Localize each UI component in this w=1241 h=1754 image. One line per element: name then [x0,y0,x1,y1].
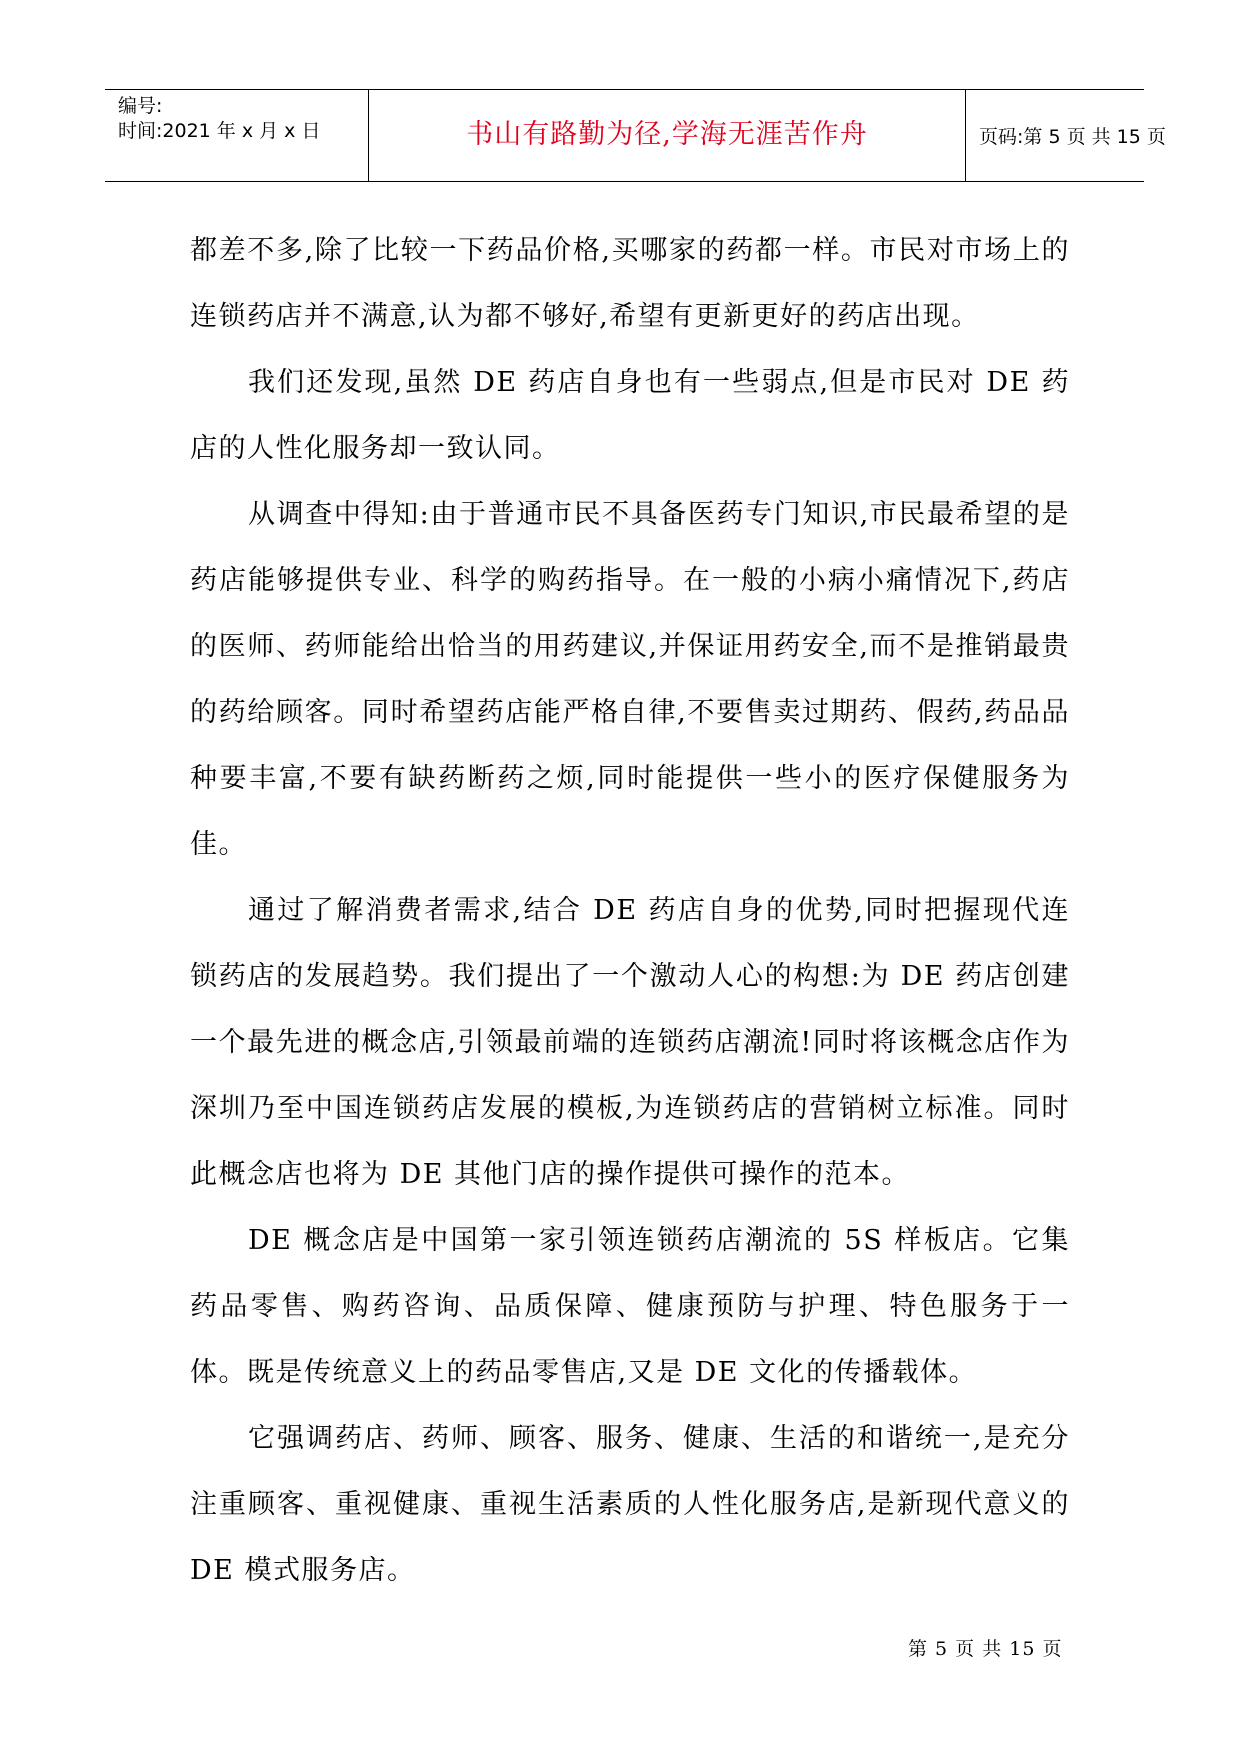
header-page-indicator: 页码:第 5 页 共 15 页 [979,126,1166,148]
paragraph: 通过了解消费者需求,结合 DE 药店自身的优势,同时把握现代连锁药店的发展趋势。我们提出了一个激动人心的构想:为 DE 药店创建一个最先进的概念店,引领最前端的连锁药店潮流!同时将该概念店作为深圳乃至中国连锁药店发展的模板,为连锁药店的营销树立标准。同时此概念店也将为 DE 其他门店的操作提供可操作的范本。 [190,895,1070,1190]
paragraph: DE 概念店是中国第一家引领连锁药店潮流的 5S 样板店。它集药品零售、购药咨询、品质保障、健康预防与护理、特色服务于一体。既是传统意义上的药品零售店,又是 DE 文化的传播载体。 [190,1225,1070,1388]
document-number-label: 编号: [118,95,163,117]
header-left-cell [105,90,369,181]
paragraph: 我们还发现,虽然 DE 药店自身也有一些弱点,但是市民对 DE 药店的人性化服务却一致认同。 [190,367,1070,464]
header-right-cell [966,90,1166,181]
paragraph: 从调查中得知:由于普通市民不具备医药专门知识,市民最希望的是药店能够提供专业、科学的购药指导。在一般的小病小痛情况下,药店的医师、药师能给出恰当的用药建议,并保证用药安全,而不是推销最贵的药给顾客。同时希望药店能严格自律,不要售卖过期药、假药,药品品种要丰富,不要有缺药断药之烦,同时能提供一些小的医疗保健服务为佳。 [190,499,1070,860]
page-header [105,89,1166,182]
page-footer: 第 5 页 共 15 页 [908,1638,1063,1660]
header-motto: 书山有路勤为径,学海无涯苦作舟 [466,119,868,150]
header-middle-cell [369,90,966,181]
paragraph: 它强调药店、药师、顾客、服务、健康、生活的和谐统一,是充分注重顾客、重视健康、重视生活素质的人性化服务店,是新现代意义的 DE 模式服务店。 [190,1423,1070,1586]
document-body [190,218,1070,1604]
paragraph-continuation: 都差不多,除了比较一下药品价格,买哪家的药都一样。市民对市场上的连锁药店并不满意,认为都不够好,希望有更新更好的药店出现。 [190,235,1070,332]
document-date-label: 时间:2021 年 x 月 x 日 [118,120,321,142]
